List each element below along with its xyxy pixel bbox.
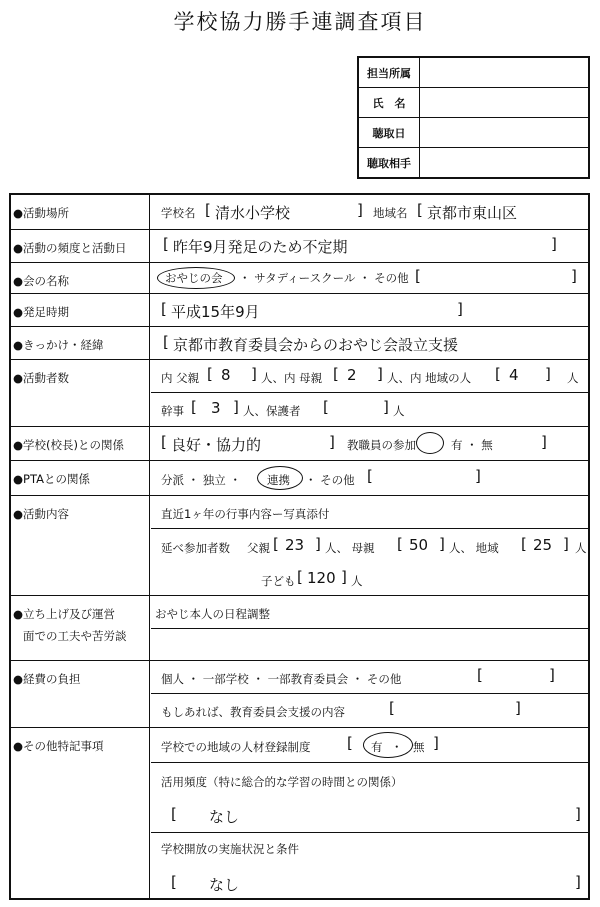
- school-name-value: 清水小学校: [215, 204, 291, 222]
- trigger-value: 京都市教育委員会からのおやじ会設立支援: [173, 336, 459, 354]
- row-trigger: [11, 327, 588, 360]
- row-principal: ●学校(校長)との関係 [ 良好・協力的 ] 教職員の参加 有 ・ 無 ]: [11, 427, 588, 461]
- organizers-count: 3: [211, 399, 221, 417]
- row-setup: [11, 596, 588, 661]
- cost-line-1: 個人 ・ 一部学校 ・ 一部教育委員会 ・ その他 [ ]: [151, 661, 588, 694]
- other-line-2: 活用頻度（特に総合的な学習の時間との関係） [ なし ]: [151, 763, 588, 833]
- trigger-label: ●きっかけ・経緯: [11, 327, 150, 359]
- pta-option-collab[interactable]: 連携: [267, 473, 290, 487]
- total-children: 120: [307, 569, 336, 587]
- row-activity: [11, 496, 588, 596]
- school-open-bracket: [: [205, 201, 211, 219]
- row-group-name: [11, 263, 588, 294]
- date-label: 聴取日: [358, 118, 420, 148]
- utilization-value: なし: [209, 808, 240, 826]
- name-value[interactable]: [420, 88, 590, 118]
- row-start-date: [11, 294, 588, 327]
- locals-count: 4: [509, 366, 519, 384]
- fathers-count: 8: [221, 366, 231, 384]
- group-name-option-oyaji[interactable]: おやじの会: [165, 271, 223, 285]
- school-opening-value: なし: [209, 876, 240, 894]
- activity-line-3: 子ども [ 120 ] 人: [261, 568, 363, 588]
- group-name-open-bracket: [: [415, 267, 421, 285]
- staff-yes-no[interactable]: 有 ・ 無: [451, 438, 493, 452]
- total-mothers: 50: [409, 536, 429, 554]
- frequency-value: 昨年9月発足のため不定期: [173, 238, 348, 256]
- frequency-open-bracket: [: [163, 235, 169, 253]
- setup-line-1: [151, 596, 588, 629]
- affiliation-label: 担当所属: [358, 57, 420, 88]
- survey-form: [9, 193, 590, 900]
- school-label: 学校名: [161, 206, 196, 220]
- date-value[interactable]: [420, 118, 590, 148]
- group-name-label: ●会の名称: [11, 263, 150, 293]
- start-date-value: 平成15年9月: [171, 303, 260, 321]
- staff-selected-circle: [416, 432, 444, 454]
- name-label: 氏 名: [358, 88, 420, 118]
- staff-participation-label: 教職員の参加: [347, 438, 416, 452]
- other-line-3: 学校開放の実施状況と条件 [ なし ]: [161, 842, 581, 894]
- interviewer-row-interviewee: [358, 148, 589, 179]
- interviewee-label: 聴取相手: [358, 148, 420, 179]
- trigger-open-bracket: [: [163, 333, 169, 351]
- frequency-close-bracket: ]: [551, 235, 557, 253]
- interviewer-row-date: [358, 118, 589, 148]
- row-cost: [11, 661, 588, 728]
- interviewee-value[interactable]: [420, 148, 590, 179]
- activity-label: ●活動内容: [11, 496, 150, 595]
- row-pta: ●PTAとの関係 分派 ・ 独立 ・ 連携 ・ その他 [ ]: [11, 461, 588, 496]
- cost-line-2: もしあれば、教育委員会支援の内容 [ ]: [161, 699, 521, 719]
- principal-label: ●学校(校長)との関係: [11, 427, 150, 460]
- area-label: 地域名: [373, 206, 408, 220]
- pta-label: ●PTAとの関係: [11, 461, 150, 495]
- total-fathers: 23: [285, 536, 305, 554]
- pta-options-1[interactable]: 分派 ・ 独立 ・: [161, 473, 241, 487]
- start-open-bracket: [: [161, 300, 167, 318]
- setup-value: おやじ本人の日程調整: [155, 607, 270, 621]
- other-label: ●その他特記事項: [11, 728, 150, 898]
- members-line-2: 幹事 [ 3 ] 人、保護者 [ ] 人: [161, 398, 405, 418]
- group-name-close-bracket: ]: [571, 267, 577, 285]
- activity-line-1: 直近1ヶ年の行事内容ー写真添付: [151, 496, 588, 529]
- cost-label: ●経費の負担: [11, 661, 150, 727]
- row-other: [11, 728, 588, 898]
- pta-options-2[interactable]: ・ その他: [305, 473, 355, 487]
- start-date-label: ●発足時期: [11, 294, 150, 326]
- members-line-1: 内 父親 [ 8 ] 人、内 母親 [ 2 ] 人、内 地域の人 [ 4 ] 人: [151, 360, 588, 393]
- registry-yes[interactable]: 有: [371, 740, 383, 754]
- area-name-value: 京都市東山区: [427, 204, 518, 222]
- row-members: [11, 360, 588, 427]
- setup-label: ●立ち上げ及び運営 面での工夫や苦労談: [11, 596, 150, 660]
- activity-line-2: 延べ参加者数 父親 [ 23 ] 人、 母親 [ 50 ] 人、 地域 [ 25 ] 人: [161, 535, 587, 555]
- school-close-bracket: ]: [357, 201, 363, 219]
- principal-relation-value: 良好・協力的: [171, 436, 262, 454]
- cost-options[interactable]: 個人 ・ 一部学校 ・ 一部教育委員会 ・ その他: [161, 672, 402, 686]
- registry-no[interactable]: 無: [413, 740, 425, 754]
- affiliation-value[interactable]: [420, 57, 590, 88]
- total-locals: 25: [533, 536, 553, 554]
- frequency-label: ●活動の頻度と活動日: [11, 230, 150, 262]
- group-name-other-options[interactable]: ・ サタディースクール ・ その他: [239, 271, 409, 285]
- interviewer-row-name: [358, 88, 589, 118]
- interviewer-row-affiliation: [358, 57, 589, 88]
- row-frequency: [11, 230, 588, 263]
- row-place: [11, 195, 588, 230]
- mothers-count: 2: [347, 366, 357, 384]
- start-close-bracket: ]: [457, 300, 463, 318]
- members-label: ●活動者数: [11, 360, 150, 426]
- place-label: ●活動場所: [11, 195, 150, 229]
- page-title: 学校協力勝手連調査項目: [173, 10, 427, 34]
- other-line-1: 学校での地域の人材登録制度 [ 有 ・ 無 ]: [151, 728, 588, 763]
- area-open-bracket: [: [417, 201, 423, 219]
- interviewer-table: [357, 56, 590, 179]
